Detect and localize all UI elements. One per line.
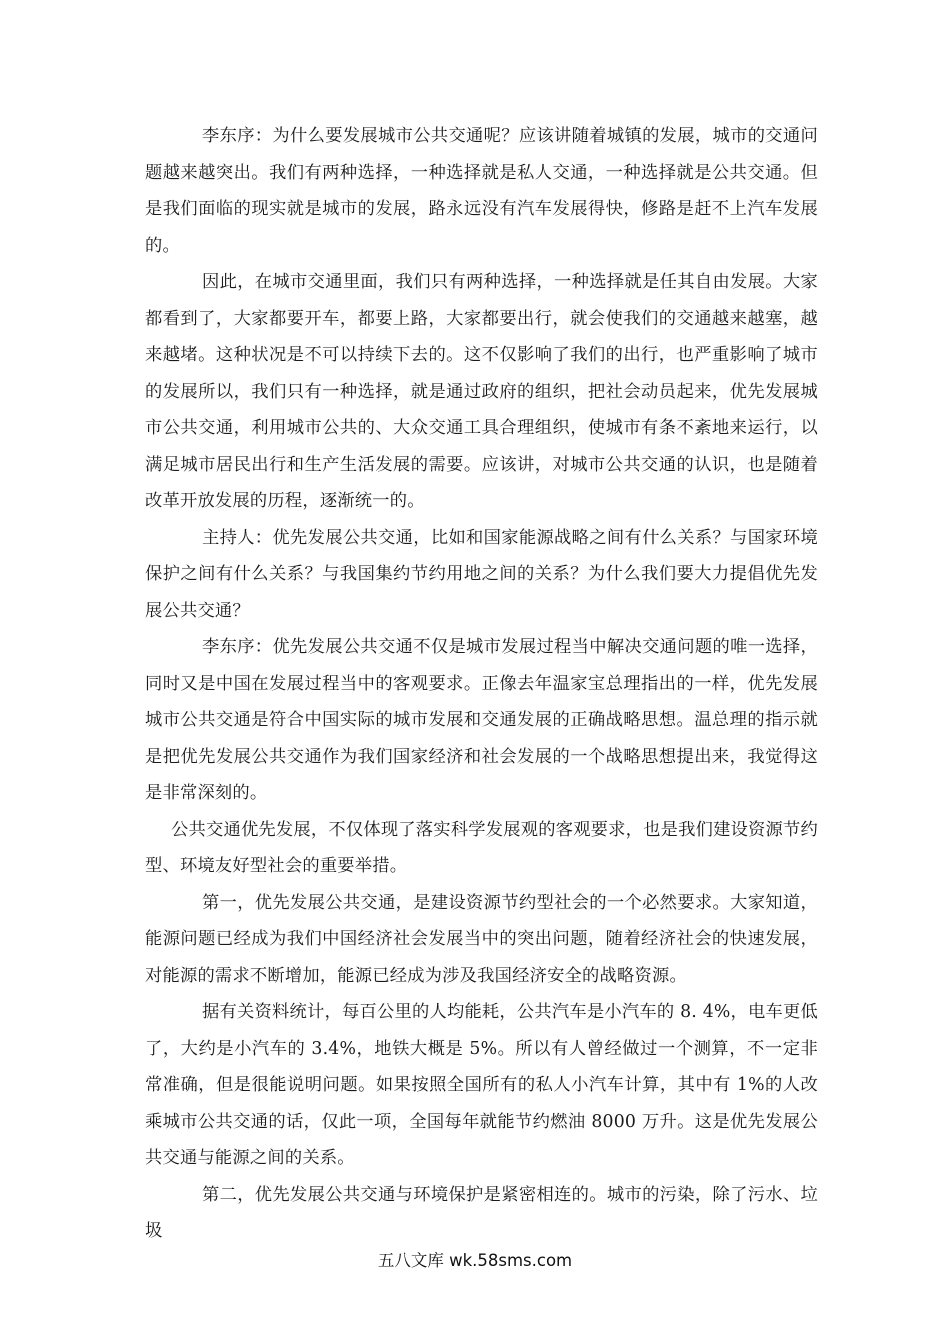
paragraph-two-choices: 因此，在城市交通里面，我们只有两种选择，一种选择就是任其自由发展。大家都看到了，大家都要开车，都要上路，大家都要出行，就会使我们的交通越来越塞，越来越堵。这种状况是不可以持续下去的。这不仅影响了我们的出行，也严重影响了城市的发展所以，我们只有一种选择，就是通过政府的组织，把社会动员起来，优先发展城市公共交通，利用城市公共的、大众交通工具合理组织，使城市有条不紊地来运行，以满足城市居民出行和生产生活发展的需要。应该讲，对城市公共交通的认识，也是随着改革开放发展的历程，逐渐统一的。 [145, 272, 818, 511]
paragraph-first-point: 第一，优先发展公共交通，是建设资源节约型社会的一个必然要求。大家知道，能源问题已经成为我们中国经济社会发展当中的突出问题，随着经济社会的快速发展，对能源的需求不断增加，能源已经成为涉及我国经济安全的战略资源。 [145, 892, 818, 986]
paragraph-li-dongxu-answer: 李东序：优先发展公共交通不仅是城市发展过程当中解决交通问题的唯一选择，同时又是中国在发展过程当中的客观要求。正像去年温家宝总理指出的一样，优先发展城市公共交通是符合中国实际的城市发展和交通发展的正确战略思想。温总理的指示就是把优先发展公共交通作为我们国家经济和社会发展的一个战略思想提出来，我觉得这是非常深刻的。 [145, 637, 818, 803]
paragraph-li-dongxu-intro: 李东序：为什么要发展城市公共交通呢？应该讲随着城镇的发展，城市的交通问题越来越突出。我们有两种选择，一种选择就是私人交通，一种选择就是公共交通。但是我们面临的现实就是城市的发展，路永远没有汽车发展得快，修路是赶不上汽车发展的。 [145, 126, 818, 256]
page-footer-watermark: 五八文库 wk.58sms.com [377, 1251, 573, 1270]
paragraph-host-question: 主持人：优先发展公共交通，比如和国家能源战略之间有什么关系？与国家环境保护之间有什么关系？与我国集约节约用地之间的关系？为什么我们要大力提倡优先发展公共交通？ [145, 527, 818, 621]
document-body [145, 118, 818, 1250]
paragraph-priority-summary: 公共交通优先发展，不仅体现了落实科学发展观的客观要求，也是我们建设资源节约型、环境友好型社会的重要举措。 [145, 819, 818, 876]
paragraph-energy-statistics: 据有关资料统计，每百公里的人均能耗，公共汽车是小汽车的 8. 4%，电车更低了，大约是小汽车的 3.4%，地铁大概是 5%。所以有人曾经做过一个测算，不一定非常准确，但是很能说明问题。如果按照全国所有的私人小汽车计算，其中有 1%的人改乘城市公共交通的话，仅此一项，全国每年就能节约燃油 8000 万升。这是优先发展公共交通与能源之间的关系。 [145, 1002, 818, 1168]
paragraph-second-point: 第二，优先发展公共交通与环境保护是紧密相连的。城市的污染，除了污水、垃圾 [145, 1184, 818, 1241]
